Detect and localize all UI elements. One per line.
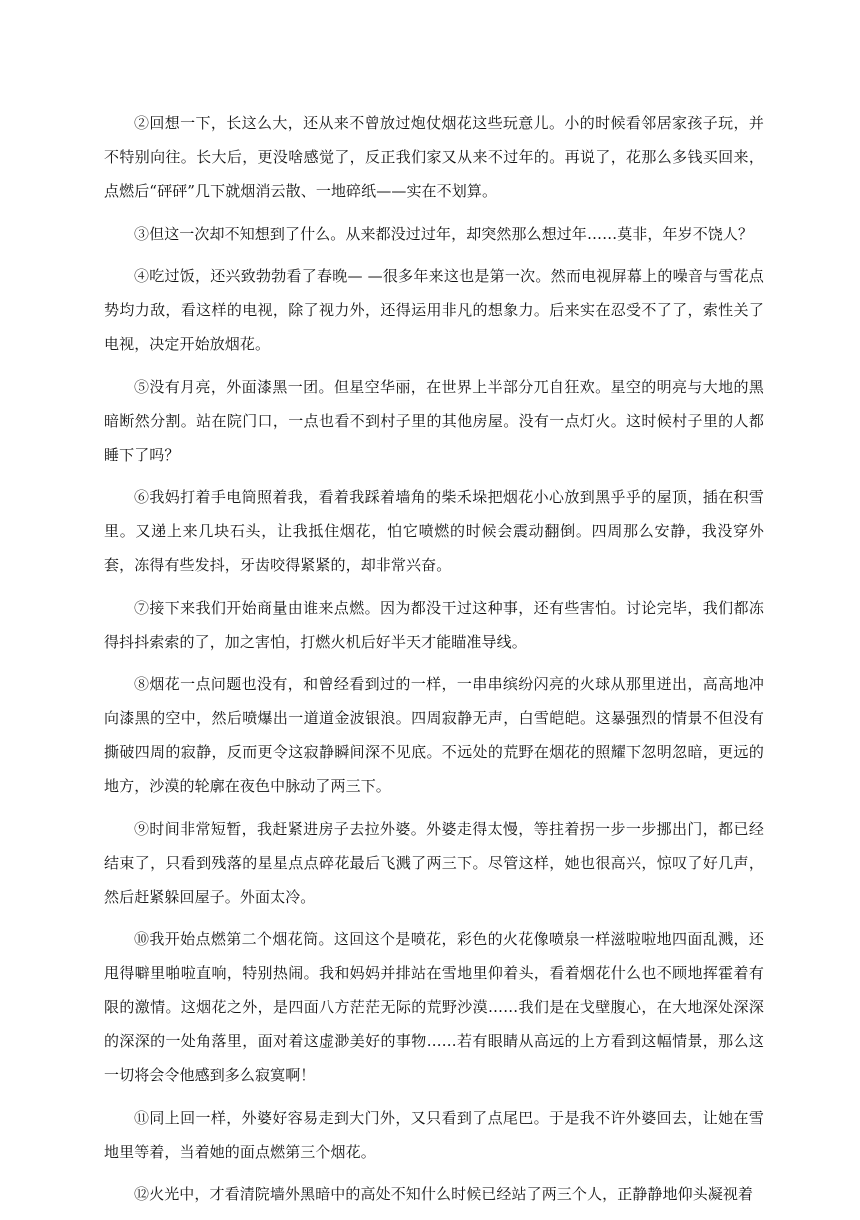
- paragraph-11: ⑪同上回一样，外婆好容易走到大门外，又只看到了点尾巴。于是我不许外婆回去，让她在雪地里等着，当着她的面点燃第三个烟花。: [104, 1108, 764, 1161]
- paragraph-5: ⑤没有月亮，外面漆黑一团。但星空华丽，在世界上半部分兀自狂欢。星空的明亮与大地的黑暗断然分割。站在院门口，一点也看不到村子里的其他房屋。没有一点灯火。这时候村子里的人都睡下了吗？: [104, 377, 764, 464]
- paragraph-6: ⑥我妈打着手电筒照着我，看着我踩着墙角的柴禾垛把烟花小心放到黑乎乎的屋顶，插在积雪里。又递上来几块石头，让我抵住烟花，怕它喷燃的时候会震动翻倒。四周那么安静，我没穿外套，冻得有些发抖，牙齿咬得紧紧的，却非常兴奋。: [104, 488, 764, 574]
- paragraph-10: ⑩我开始点燃第二个烟花筒。这回这个是喷花，彩色的火花像喷泉一样滋啦啦地四面乱溅，还甩得噼里啪啦直响，特别热闹。我和妈妈并排站在雪地里仰着头，看着烟花什么也不顾地挥霍着有限的激情。这烟花之外，是四面八方茫茫无际的荒野沙漠……我们是在戈壁腹心，在大地深处深深的深深的一处角落里，面对着这虚渺美好的事物……若有眼睛从高远的上方看到这幅情景，那么这一切将会令他感到多么寂寞啊！: [104, 930, 764, 1084]
- paragraph-4: ④吃过饭，还兴致勃勃看了春晚— —很多年来这也是第一次。然而电视屏幕上的噪音与雪花点势均力敌，看这样的电视，除了视力外，还得运用非凡的想象力。后来实在忍受不了了，索性关了电视，决定开始放烟花。: [104, 267, 764, 353]
- paragraph-3: ③但这一次却不知想到了什么。从来都没过过年，却突然那么想过年……莫非，年岁不饶人？: [134, 224, 754, 243]
- document-body: [104, 106, 764, 1220]
- paragraph-9: ⑨时间非常短暂，我赶紧进房子去拉外婆。外婆走得太慢，等拄着拐一步一步挪出门，都已经结束了，只看到残落的星星点点碎花最后飞溅了两三下。尽管这样，她也很高兴，惊叹了好几声，然后赶紧躲回屋子。外面太冷。: [104, 819, 764, 906]
- paragraph-8: ⑧烟花一点问题也没有，和曾经看到过的一样，一串串缤纷闪亮的火球从那里迸出，高高地冲向漆黑的空中，然后喷爆出一道道金波银浪。四周寂静无声，白雪皑皑。这暴强烈的情景不但没有撕破四周的寂静，反而更令这寂静瞬间深不见底。不远处的荒野在烟花的照耀下忽明忽暗，更远的地方，沙漠的轮廓在夜色中脉动了两三下。: [104, 675, 764, 795]
- paragraph-7: ⑦接下来我们开始商量由谁来点燃。因为都没干过这种事，还有些害怕。讨论完毕，我们都冻得抖抖索索的了，加之害怕，打燃火机后好半天才能瞄准导线。: [104, 598, 764, 651]
- paragraph-12: ⑫火光中，才看清院墙外黑暗中的高处不知什么时候已经站了两三个人，正静静地仰头凝视着: [134, 1185, 754, 1203]
- paragraph-2: ②回想一下，长这么大，还从来不曾放过炮仗烟花这些玩意儿。小的时候看邻居家孩子玩，并不特别向往。长大后，更没啥感觉了，反正我们家又从来不过年的。再说了，花那么多钱买回来，点燃后“砰砰”几下就烟消云散、一地碎纸——实在不划算。: [104, 114, 764, 200]
